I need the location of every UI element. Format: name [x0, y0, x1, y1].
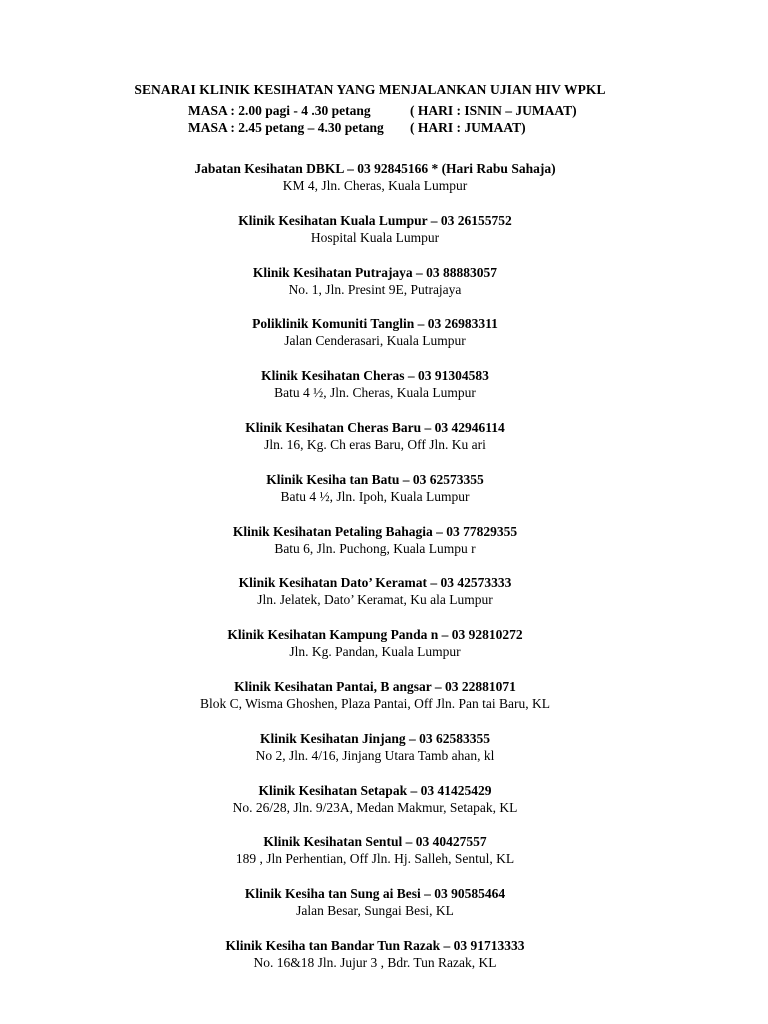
clinic-entry	[0, 833, 750, 885]
schedule-line	[188, 120, 526, 136]
clinic-name: Klinik Kesihatan Cheras Baru – 03 42946114	[245, 419, 505, 435]
clinic-name: Jabatan Kesihatan DBKL – 03 92845166 * (Hari Rabu Sahaja)	[194, 161, 556, 176]
clinic-name: Klinik Kesihatan Jinjang – 03 62583355	[260, 730, 490, 746]
clinic-entry	[0, 212, 750, 264]
schedule-time: MASA : 2.00 pagi - 4 .30 petang	[188, 103, 371, 118]
clinic-entry	[0, 160, 750, 212]
clinic-name: Klinik Kesihatan Pantai, B angsar – 03 22881071	[234, 678, 516, 694]
clinic-name: Klinik Kesihatan Petaling Bahagia – 03 77829355	[232, 523, 518, 539]
clinic-address: Batu 4 ½, Jln. Cheras, Kuala Lumpur	[274, 385, 476, 401]
clinic-address: No. 26/28, Jln. 9/23A, Medan Makmur, Setapak, KL	[232, 799, 518, 815]
clinic-name: Klinik Kesihatan Dato’ Keramat – 03 42573333	[238, 575, 512, 591]
clinic-entry	[0, 782, 750, 834]
clinic-address: Jalan Besar, Sungai Besi, KL	[296, 903, 454, 919]
clinic-address: No. 16&18 Jln. Jujur 3 , Bdr. Tun Razak, KL	[253, 954, 497, 970]
schedule-line	[188, 103, 577, 119]
clinic-address: Batu 4 ½, Jln. Ipoh, Kuala Lumpur	[280, 488, 470, 504]
clinic-entry	[0, 523, 750, 575]
clinic-entry	[0, 885, 750, 937]
clinic-entry	[0, 471, 750, 523]
clinic-address: Jln. 16, Kg. Ch eras Baru, Off Jln. Ku ari	[264, 436, 486, 452]
clinic-entry	[0, 367, 750, 419]
clinic-name: Klinik Kesihatan Kampung Panda n – 03 92810272	[227, 627, 523, 643]
clinic-address: Batu 6, Jln. Puchong, Kuala Lumpu r	[274, 540, 476, 556]
schedule-day: ( HARI : ISNIN – JUMAAT)	[410, 103, 577, 118]
clinic-entry	[0, 678, 750, 730]
clinic-list	[0, 160, 750, 989]
clinic-address: KM 4, Jln. Cheras, Kuala Lumpur	[282, 178, 468, 193]
clinic-address: Blok C, Wisma Ghoshen, Plaza Pantai, Off Jln. Pan tai Baru, KL	[200, 695, 550, 711]
clinic-address: Hospital Kuala Lumpur	[310, 229, 440, 245]
clinic-address: No 2, Jln. 4/16, Jinjang Utara Tamb ahan, kl	[255, 747, 495, 763]
clinic-entry	[0, 626, 750, 678]
clinic-entry	[0, 419, 750, 471]
clinic-name: Poliklinik Komuniti Tanglin – 03 26983311	[252, 316, 498, 332]
clinic-entry	[0, 730, 750, 782]
clinic-name: Klinik Kesihatan Putrajaya – 03 88883057	[252, 264, 498, 280]
clinic-name: Klinik Kesiha tan Bandar Tun Razak – 03 91713333	[225, 937, 525, 953]
clinic-name: Klinik Kesiha tan Batu – 03 62573355	[266, 471, 484, 487]
clinic-address: 189 , Jln Perhentian, Off Jln. Hj. Salleh, Sentul, KL	[235, 851, 515, 867]
clinic-name: Klinik Kesihatan Setapak – 03 41425429	[258, 782, 492, 798]
schedule-time: MASA : 2.45 petang – 4.30 petang	[188, 120, 384, 135]
schedule-day: ( HARI : JUMAAT)	[410, 120, 526, 135]
clinic-address: Jln. Jelatek, Dato’ Keramat, Ku ala Lumpur	[257, 592, 493, 608]
document-title: SENARAI KLINIK KESIHATAN YANG MENJALANKAN UJIAN HIV WPKL	[134, 82, 606, 97]
clinic-entry	[0, 574, 750, 626]
clinic-address: Jln. Kg. Pandan, Kuala Lumpur	[289, 644, 461, 660]
clinic-name: Klinik Kesiha tan Sung ai Besi – 03 90585464	[244, 886, 506, 902]
clinic-entry	[0, 937, 750, 989]
clinic-address: Jalan Cenderasari, Kuala Lumpur	[284, 333, 466, 349]
clinic-entry	[0, 264, 750, 316]
clinic-address: No. 1, Jln. Presint 9E, Putrajaya	[288, 281, 462, 297]
clinic-name: Klinik Kesihatan Kuala Lumpur – 03 26155752	[238, 212, 512, 228]
clinic-name: Klinik Kesihatan Cheras – 03 91304583	[261, 368, 489, 384]
clinic-entry	[0, 315, 750, 367]
clinic-name: Klinik Kesihatan Sentul – 03 40427557	[263, 834, 487, 850]
